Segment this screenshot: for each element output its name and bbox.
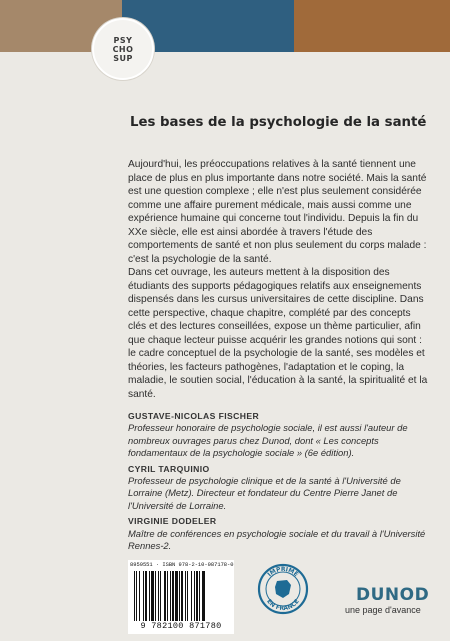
psychosup-series-logo <box>92 18 154 80</box>
barcode-number: 9 782100 871780 <box>140 621 222 631</box>
isbn-barcode <box>128 560 234 634</box>
blurb <box>128 158 428 401</box>
author-bio: Professeur honoraire de psychologie sociale, il est aussi l'auteur de nombreux ouvrages parus chez Dunod, dont « Les concepts fondamentaux de la psychologie sociale » (6e édition). <box>128 422 408 459</box>
author-bio: Maître de conférences en psychologie sociale et du travail à l'Université Rennes-2. <box>128 527 426 552</box>
author-name: GUSTAVE-NICOLAS FISCHER <box>128 411 260 421</box>
barcode-top-text: 8959551 · ISBN 978-2-10-087178-0 <box>130 562 234 568</box>
book-title: Les bases de la psychologie de la santé <box>130 115 427 130</box>
stamp-top-text: IMPRIMÉ <box>266 565 300 579</box>
series-logo-line-3: SUP <box>113 53 133 63</box>
author-bio: Professeur de psychologie clinique et de la santé à l'Université de Lorraine (Metz). Directeur et fondateur du Centre Pierre Janet de l'Université de Lorraine. <box>128 475 401 511</box>
header-band-right <box>294 0 450 52</box>
series-logo-line-2: CHO <box>112 44 134 54</box>
author-name: CYRIL TARQUINIO <box>128 463 210 474</box>
imprime-en-france-stamp <box>257 563 309 615</box>
france-map-icon <box>275 580 291 598</box>
blurb-paragraph-1: Aujourd'hui, les préoccupations relatives à la santé tiennent une place de plus en plus importante dans notre société. Mais la santé est une question complexe ; elle n'est plus seulement considérée comme une affaire purement médicale, mais aussi comme une expérience humaine qui concerne tout l'individu. Depuis la fin du XXe siècle, elle est ainsi abordée à travers l'étude des comportements de santé et non plus seulement du corps malade : c'est la psychologie de la santé. <box>128 159 427 265</box>
publisher-tagline: une page d'avance <box>345 605 421 615</box>
series-logo-line-1: PSY <box>113 35 133 45</box>
authors-section <box>128 410 428 552</box>
barcode-bars <box>134 571 228 621</box>
author-name: VIRGINIE DODELER <box>128 516 217 527</box>
stamp-bottom-text: EN FRANCE <box>265 598 301 613</box>
blurb-paragraph-2: Dans cet ouvrage, les auteurs mettent à la disposition des étudiants des supports pédagogiques relatifs aux enseignements dispensés dans les cursus universitaires de cette discipline. Dans cette perspective, chaque chapitre, complété par des concepts clés et des lectures conseillées, expose un thème particulier, afin que chaque lecteur puisse acquérir les grandes notions qui sont : le cadre conceptuel de la psychologie de la santé, ses modèles et théories, les facteurs pathogènes, l'adaptation et le coping, la maladie, le soutien social, l'éducation à la santé, la spiritualité et la santé. <box>128 267 428 400</box>
publisher-logo: DUNOD <box>356 585 430 605</box>
